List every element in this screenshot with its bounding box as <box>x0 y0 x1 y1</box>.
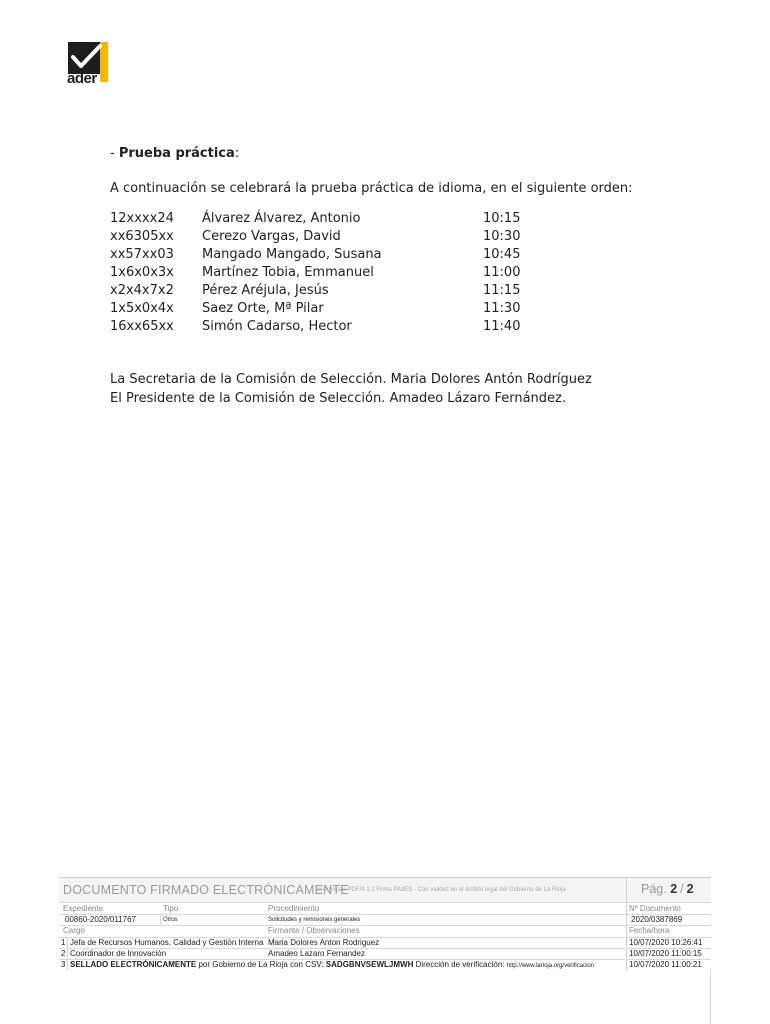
footer-note: en formato PDF/A 1 2 Firma PAdES - Con validez en el ámbito legal del Gobierno de La Rioja <box>317 887 566 893</box>
ader-logo <box>66 40 112 87</box>
seal-fecha: 10/07/2020 11:00:21 <box>629 960 702 969</box>
candidate-code: xx6305xx <box>110 229 174 244</box>
sig-firmante: Amadeo Lazaro Fernandez <box>268 949 365 958</box>
page-current: 2 <box>670 882 678 896</box>
label-fecha: Fecha/hora <box>629 926 670 935</box>
sig-cargo: Coordinador de Innovación <box>70 949 167 958</box>
candidate-name: Martínez Tobia, Emmanuel <box>202 265 374 280</box>
footer-cell-divider <box>160 914 161 925</box>
value-procedimiento: Solicitudes y remisiones generales <box>268 917 361 923</box>
page-label: Pág. <box>641 882 667 896</box>
logo-wordmark: ader <box>67 70 97 87</box>
candidate-time: 11:40 <box>483 319 521 334</box>
footer-header <box>59 878 711 902</box>
seal-number: 3 <box>61 960 66 969</box>
signers-block <box>110 370 670 408</box>
label-tipo: Tipo <box>163 904 179 913</box>
sig-fecha: 10/07/2020 11:00:15 <box>629 949 702 958</box>
label-cargo: Cargo <box>63 926 85 935</box>
seal-by: por Gobierno de La Rioja con CSV: <box>196 960 326 969</box>
table-row <box>110 300 543 318</box>
value-expediente: 00860-2020/011767 <box>65 915 137 924</box>
footer-rule <box>59 902 711 903</box>
secretary-line: La Secretaria de la Comisión de Selección. Maria Dolores Antón Rodríguez <box>110 372 592 387</box>
table-row <box>110 318 543 336</box>
seal-label: SELLADO ELECTRÓNICAMENTE <box>70 960 197 969</box>
sig-number: 1 <box>61 938 66 947</box>
footer-rule <box>59 925 711 926</box>
label-expediente: Expediente <box>63 904 104 913</box>
table-row <box>110 210 543 228</box>
sig-firmante: Maria Dolores Anton Rodriguez <box>268 938 380 947</box>
candidate-time: 11:00 <box>483 265 521 280</box>
footer-rule <box>59 914 711 915</box>
sig-number: 2 <box>61 949 66 958</box>
heading-dash: - <box>110 146 119 161</box>
candidate-name: Mangado Mangado, Susana <box>202 247 382 262</box>
candidate-time: 10:30 <box>483 229 521 244</box>
president-line: El Presidente de la Comisión de Selección. Amadeo Lázaro Fernández. <box>110 391 566 406</box>
schedule-table <box>110 210 543 336</box>
label-firmante: Firmante / Observaciones <box>268 926 360 935</box>
page-edge-line <box>710 970 711 1024</box>
page-total: 2 <box>686 882 694 896</box>
candidate-name: Simón Cadarso, Hector <box>202 319 352 334</box>
table-row <box>110 228 543 246</box>
verification-link[interactable]: http://www.larioja.org/verificacion <box>506 963 595 969</box>
sig-fecha: 10/07/2020 10:26:41 <box>629 938 703 947</box>
label-documento: Nº Documento <box>629 904 681 913</box>
seal-csv: SADGBNVSEWLJMWH <box>325 960 414 969</box>
candidate-code: 16xx65xx <box>110 319 174 334</box>
signature-footer <box>59 877 711 971</box>
candidate-code: 1x5x0x4x <box>110 301 174 316</box>
footer-cell-divider <box>67 937 68 971</box>
candidate-code: xx57xx03 <box>110 247 174 262</box>
candidate-code: 1x6x0x3x <box>110 265 174 280</box>
candidate-time: 10:45 <box>483 247 521 262</box>
candidate-code: 12xxxx24 <box>110 211 174 226</box>
value-documento: 2020/0387869 <box>631 915 683 924</box>
candidate-time: 11:30 <box>483 301 521 316</box>
sig-cargo: Jefa de Recursos Humanos, Calidad y Gestión Interna <box>70 938 264 947</box>
heading-colon: : <box>234 146 240 161</box>
intro-paragraph: A continuación se celebrará la prueba práctica de idioma, en el siguiente orden: <box>110 181 633 196</box>
label-procedimiento: Procedimiento <box>268 904 320 913</box>
seal-verif-label: Dirección de verificación: <box>413 960 507 969</box>
candidate-name: Cerezo Vargas, David <box>202 229 341 244</box>
candidate-time: 11:15 <box>483 283 521 298</box>
footer-title: DOCUMENTO FIRMADO ELECTRÓNICAMENTE <box>63 883 349 897</box>
table-row <box>110 246 543 264</box>
table-row <box>110 282 543 300</box>
candidate-name: Álvarez Álvarez, Antonio <box>202 211 361 226</box>
document-body <box>110 146 670 408</box>
candidate-code: x2x4x7x2 <box>110 283 174 298</box>
seal-line <box>70 960 594 969</box>
value-tipo: Otros <box>163 917 178 923</box>
candidate-name: Pérez Aréjula, Jesús <box>202 283 329 298</box>
candidate-name: Saez Orte, Mª Pilar <box>202 301 324 316</box>
candidate-time: 10:15 <box>483 211 521 226</box>
page-indicator: Pág. 2 / 2 <box>641 882 694 896</box>
heading-title: Prueba práctica <box>118 146 235 161</box>
section-heading <box>110 146 670 161</box>
table-row <box>110 264 543 282</box>
